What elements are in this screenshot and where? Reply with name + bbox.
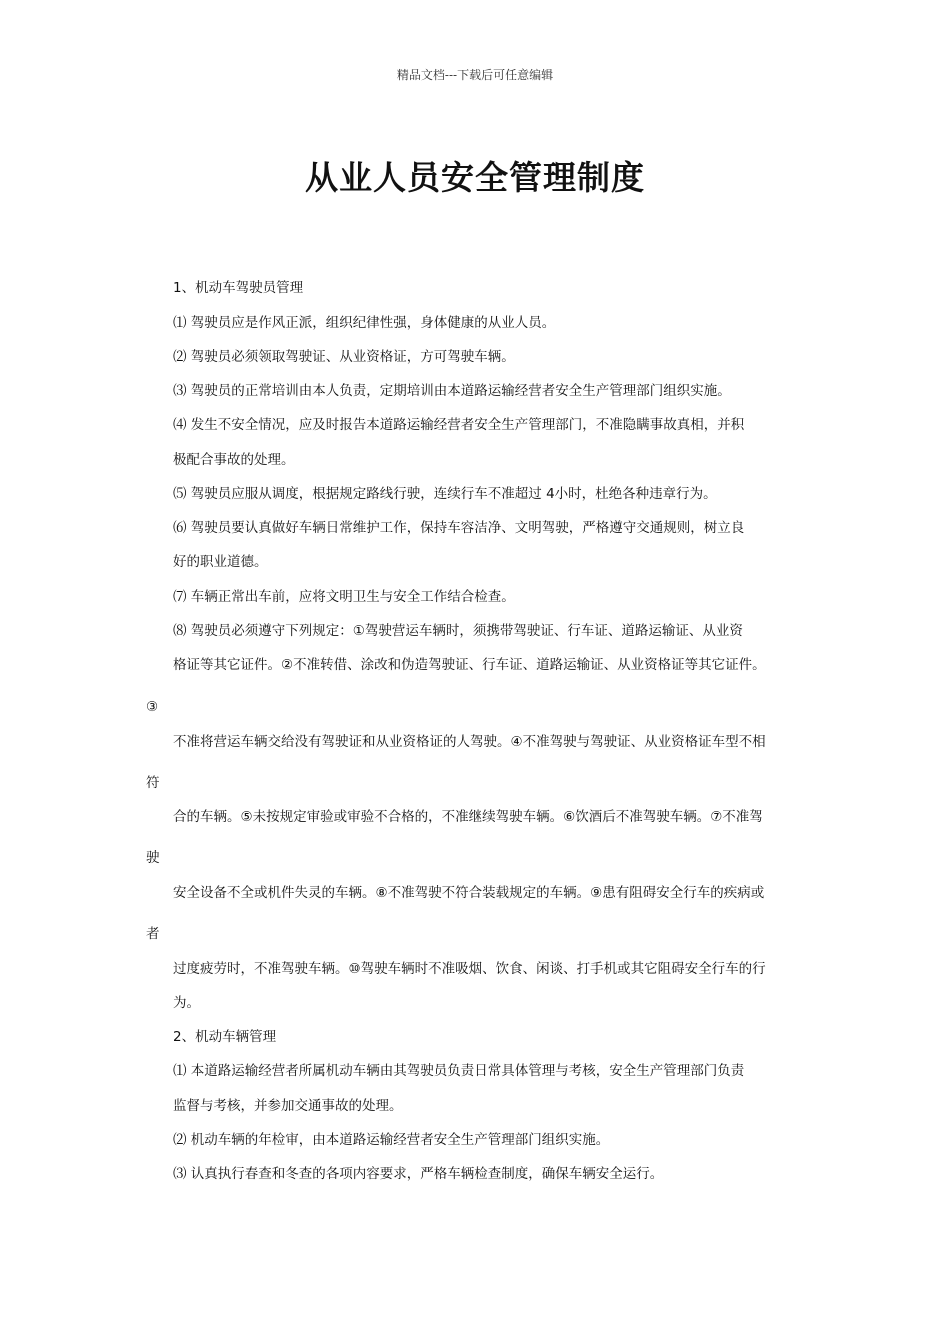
paragraph-line: 合的车辆。⑤未按规定审验或审验不合格的，不准继续驾驶车辆。⑥饮酒后不准驾驶车辆。⑦不准驾 <box>173 809 763 825</box>
paragraph-line: 安全设备不全或机件失灵的车辆。⑧不准驾驶不符合装载规定的车辆。⑨患有阻碍安全行车的疾病或 <box>173 885 765 901</box>
paragraph-line: 为。 <box>173 995 200 1011</box>
section-heading-1: 1、机动车驾驶员管理 <box>173 280 304 296</box>
paragraph-line: ③ <box>146 699 159 715</box>
paragraph-line: ⑶ 驾驶员的正常培训由本人负责，定期培训由本道路运输经营者安全生产管理部门组织实施。 <box>173 383 731 399</box>
paragraph-line: ⑹ 驾驶员要认真做好车辆日常维护工作，保持车容洁净、文明驾驶，严格遵守交通规则，树立良 <box>173 520 745 536</box>
page-header: 精品文档---下载后可任意编辑 <box>396 68 554 82</box>
paragraph-line: ⑷ 发生不安全情况，应及时报告本道路运输经营者安全生产管理部门，不准隐瞒事故真相，并积 <box>173 417 745 433</box>
paragraph-line: ⑴ 驾驶员应是作风正派，组织纪律性强，身体健康的从业人员。 <box>173 315 556 331</box>
paragraph-line: 符 <box>146 775 160 791</box>
paragraph-line: 过度疲劳时，不准驾驶车辆。⑩驾驶车辆时不准吸烟、饮食、闲谈、打手机或其它阻碍安全行车的行 <box>173 961 766 977</box>
paragraph-line: ⑵ 机动车辆的年检审，由本道路运输经营者安全生产管理部门组织实施。 <box>173 1132 610 1148</box>
paragraph-line: ⑴ 本道路运输经营者所属机动车辆由其驾驶员负责日常具体管理与考核，安全生产管理部门负责 <box>173 1063 745 1079</box>
document-title: 从业人员安全管理制度 <box>305 158 645 197</box>
paragraph-line: ⑶ 认真执行春查和冬查的各项内容要求，严格车辆检查制度，确保车辆安全运行。 <box>173 1166 664 1182</box>
paragraph-line: ⑻ 驾驶员必须遵守下列规定：①驾驶营运车辆时，须携带驾驶证、行车证、道路运输证、从业资 <box>173 623 743 639</box>
paragraph-line: 极配合事故的处理。 <box>173 452 295 468</box>
section-heading-2: 2、机动车辆管理 <box>173 1029 277 1045</box>
paragraph-line: 监督与考核，并参加交通事故的处理。 <box>173 1098 403 1114</box>
paragraph-line: 好的职业道德。 <box>173 554 268 570</box>
paragraph-line: ⑸ 驾驶员应服从调度，根据规定路线行驶，连续行车不准超过 4小时，杜绝各种违章行为。 <box>173 486 717 502</box>
paragraph-line: ⑺ 车辆正常出车前，应将文明卫生与安全工作结合检查。 <box>173 589 515 605</box>
paragraph-line: 驶 <box>146 850 160 866</box>
paragraph-line: 不准将营运车辆交给没有驾驶证和从业资格证的人驾驶。④不准驾驶与驾驶证、从业资格证车型不相 <box>173 734 766 750</box>
paragraph-line: 格证等其它证件。②不准转借、涂改和伪造驾驶证、行车证、道路运输证、从业资格证等其它证件。 <box>173 657 766 673</box>
paragraph-line: ⑵ 驾驶员必须领取驾驶证、从业资格证，方可驾驶车辆。 <box>173 349 515 365</box>
paragraph-line: 者 <box>146 926 160 942</box>
